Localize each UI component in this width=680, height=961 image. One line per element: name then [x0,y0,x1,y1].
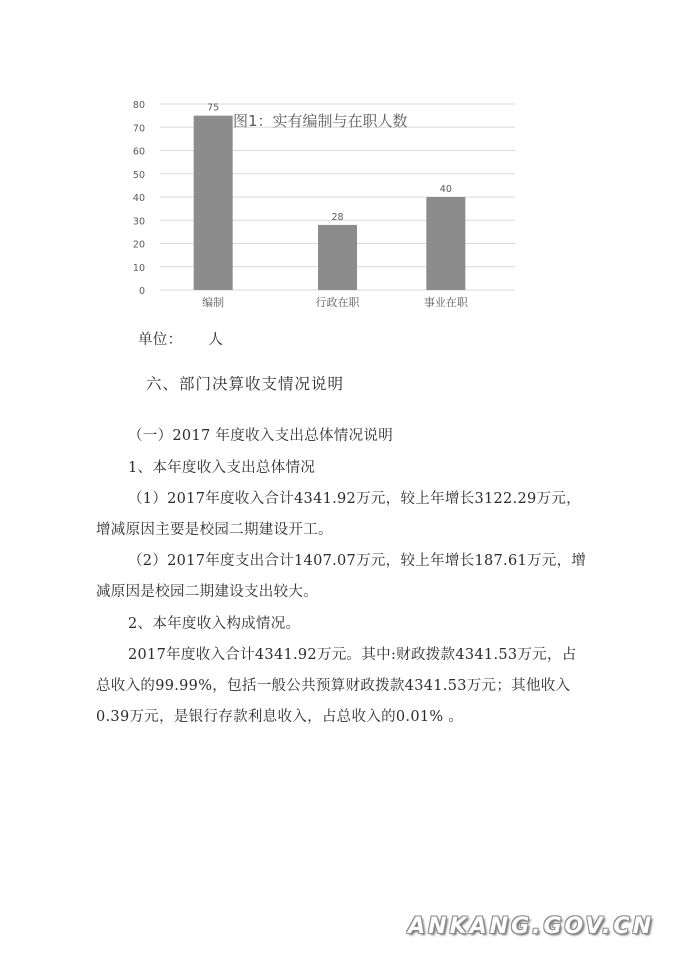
paragraph-line: （2）2017年度支出合计1407.07万元，较上年增长187.61万元，增 [128,553,587,569]
x-tick-label: 行政在职 [315,296,360,309]
paragraph-line: 减原因是校园二期建设支出较大。 [96,584,318,600]
paragraph-line: （1）2017年度收入合计4341.92万元，较上年增长3122.29万元， [128,491,581,507]
y-tick-label: 30 [132,216,145,228]
paragraph-line: 增减原因主要是校园二期建设开工。 [96,522,333,538]
unit-label: 单位： [138,332,183,348]
y-tick-label: 50 [132,169,145,181]
y-tick-label: 40 [132,193,145,204]
paragraph-line: 2、本年度收入构成情况。 [128,616,301,632]
x-tick-label: 编制 [202,296,225,309]
bar [318,225,357,290]
unit-value: 人 [208,332,224,348]
section-heading: 六、部门决算收支情况说明 [146,375,345,393]
bar [194,116,233,290]
paragraph-line: 1、本年度收入支出总体情况 [128,460,316,476]
x-tick-label: 事业在职 [423,296,468,309]
data-label: 28 [331,211,344,223]
y-tick-label: 0 [138,286,145,297]
data-label: 40 [439,184,452,195]
y-tick-label: 80 [132,100,145,111]
bar-chart [0,0,680,320]
paragraph-line: 总收入的99.99%，包括一般公共预算财政拨款4341.53万元；其他收入 [96,678,571,694]
y-tick-label: 10 [132,262,145,274]
paragraph-line: 0.39万元，是银行存款利息收入，占总收入的0.01% 。 [96,709,464,725]
chart-title: 图1：实有编制与在职人数 [233,112,408,130]
unit-line [138,328,223,349]
bar [426,197,465,290]
chart-bars [194,116,466,290]
y-tick-label: 60 [132,146,145,158]
y-tick-label: 70 [132,123,145,135]
subsection-heading: （一）2017 年度收入支出总体情况说明 [128,428,394,444]
paragraph-line: 2017年度收入合计4341.92万元。其中:财政拨款4341.53万元，占 [128,647,577,663]
watermark: ANKANG.GOV.CN [408,914,654,939]
chart-y-axis [133,100,145,297]
chart-x-axis [202,295,469,309]
data-label: 75 [207,102,220,114]
y-tick-label: 20 [132,239,145,251]
